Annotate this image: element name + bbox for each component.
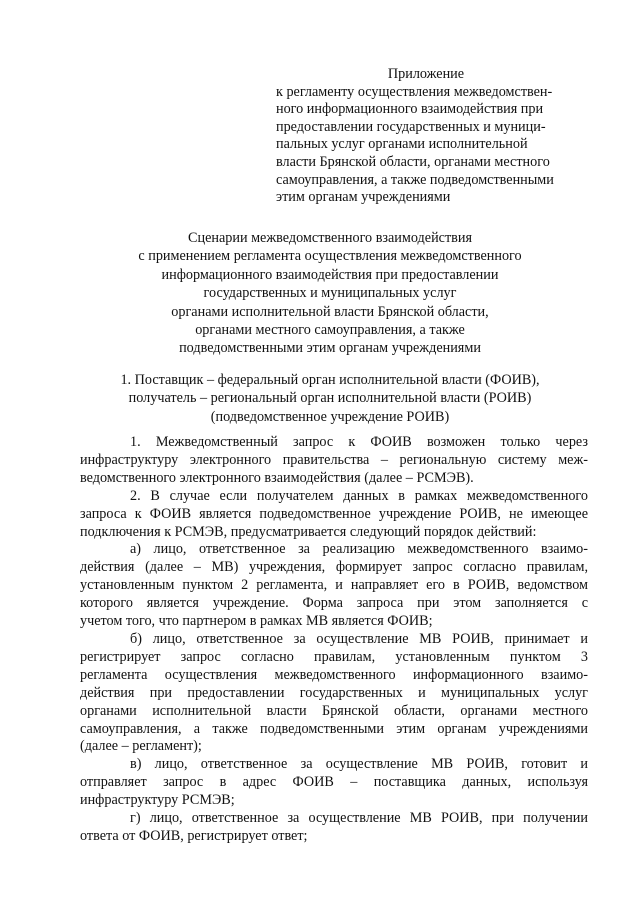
paragraph-v [80, 756, 588, 810]
paragraph-line: запроса к ФОИВ является подведомственное учреждение РОИВ, не имеющее [80, 505, 588, 522]
title-line: подведомственными этим органам учреждениями [179, 340, 481, 357]
paragraph-line: органами исполнительной власти Брянской области, органами местного [80, 702, 588, 719]
paragraph-g [80, 810, 588, 846]
paragraph-line: а) лицо, ответственное за реализацию межведомственного взаимо- [130, 541, 588, 558]
appendix-heading: Приложение [387, 66, 465, 82]
paragraph-line: регистрирует запрос согласно правилам, установленным пунктом 3 [80, 648, 588, 665]
paragraph-line: 1. Межведомственный запрос к ФОИВ возможен только через [130, 434, 588, 450]
appendix-line: предоставлении государственных и муници- [276, 118, 546, 135]
section-heading-line: (подведомственное учреждение РОИВ) [210, 408, 450, 425]
title-line: органами местного самоуправления, а также [195, 322, 465, 339]
appendix-line: самоуправления, а также подведомственными [276, 171, 554, 188]
appendix-block [276, 66, 576, 207]
title-line: органами исполнительной власти Брянской области, [171, 303, 489, 320]
paragraph-line: инфраструктуру электронного правительства – региональную систему меж- [80, 451, 588, 468]
paragraph-2 [80, 487, 588, 542]
paragraph-1 [80, 434, 588, 488]
title-line: Сценарии межведомственного взаимодействия [188, 230, 472, 246]
paragraph-line: отправляет запрос в адрес ФОИВ – поставщика данных, используя [80, 774, 588, 791]
appendix-line: власти Брянской области, органами местного [276, 153, 550, 170]
paragraph-line: учетом того, что партнером в рамках МВ является ФОИВ; [80, 613, 433, 630]
paragraph-a [80, 541, 588, 631]
paragraph-line: регламента осуществления межведомственного информационного взаимо- [80, 666, 588, 683]
paragraph-line: которого является учреждение. Форма запроса при этом заполняется с [80, 595, 588, 612]
paragraph-line: инфраструктуру РСМЭВ; [80, 792, 235, 809]
paragraph-line: (далее – регламент); [80, 738, 202, 755]
paragraph-line: г) лицо, ответственное за осуществление МВ РОИВ, при получении [130, 810, 588, 827]
title-line: с применением регламента осуществления межведомственного [138, 248, 522, 265]
paragraph-line: ведомственного электронного взаимодействия (далее – РСМЭВ). [80, 469, 474, 486]
title-line: государственных и муниципальных услуг [203, 285, 457, 302]
appendix-line: ного информационного взаимодействия при [276, 101, 544, 118]
paragraph-line: действия при предоставлении государственных и муниципальных услуг [80, 684, 588, 701]
paragraph-line: 2. В случае если получателем данных в рамках межведомственного [130, 487, 588, 504]
title-line: информационного взаимодействия при предоставлении [161, 266, 499, 283]
paragraph-line: в) лицо, ответственное за осуществление МВ РОИВ, готовит и [130, 756, 588, 773]
paragraph-line: ответа от ФОИВ, регистрирует ответ; [80, 827, 308, 844]
paragraph-line: действия (далее – МВ) учреждения, формирует запрос согласно правилам, [80, 559, 588, 576]
appendix-line: пальных услуг органами исполнительной [276, 136, 528, 153]
document-body [80, 434, 588, 846]
paragraph-line: самоуправления, а также подведомственными этим органам учреждениями [80, 720, 588, 737]
paragraph-line: установленным пунктом 2 регламента, и направляет его в РОИВ, ведомством [80, 577, 588, 594]
paragraph-line: подключения к РСМЭВ, предусматривается следующий порядок действий: [80, 523, 537, 540]
paragraph-line: б) лицо, ответственное за осуществление МВ РОИВ, принимает и [130, 630, 588, 647]
section-heading-line: получатель – региональный орган исполнительной власти (РОИВ) [128, 390, 532, 407]
section-heading [80, 371, 580, 426]
appendix-line: этим органам учреждениями [276, 189, 451, 206]
appendix-line: к регламенту осуществления межведомствен- [276, 83, 553, 100]
paragraph-b [80, 630, 588, 756]
section-heading-line: 1. Поставщик – федеральный орган исполнительной власти (ФОИВ), [120, 372, 540, 388]
document-title [80, 229, 580, 358]
